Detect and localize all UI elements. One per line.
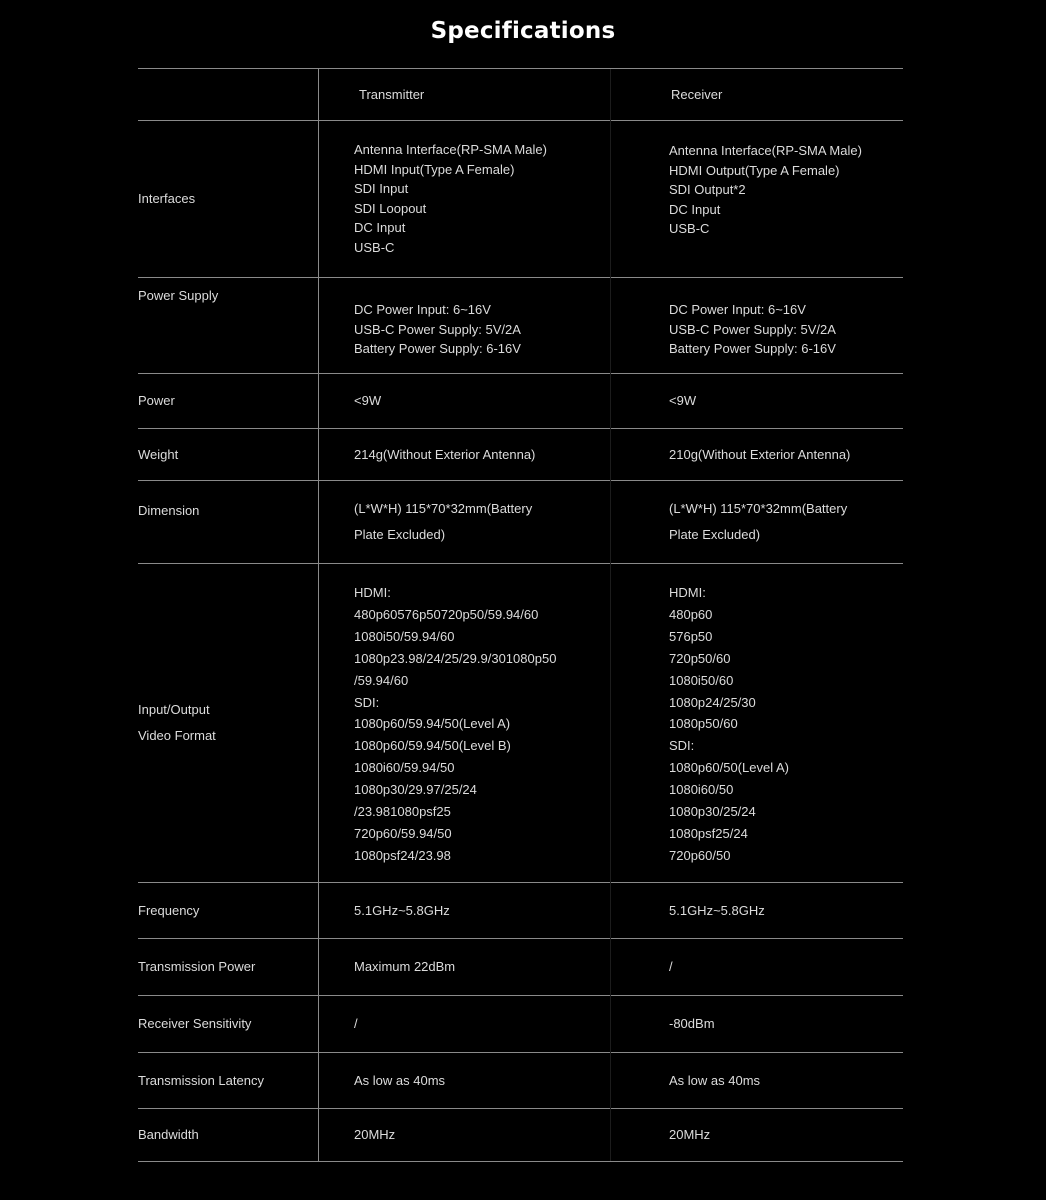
- value-line: 20MHz: [669, 1127, 711, 1143]
- receiver-cell: [611, 481, 903, 564]
- value-line: 1080i50/60: [669, 672, 734, 688]
- value-line: HDMI:: [669, 585, 706, 600]
- receiver-cell: [611, 121, 903, 278]
- value-line: As low as 40ms: [669, 1072, 761, 1088]
- value-line: Plate Excluded): [669, 527, 761, 542]
- value-line: DC Power Input: 6~16V: [669, 302, 806, 318]
- row-label: Interfaces: [138, 121, 319, 278]
- transmitter-cell: [319, 939, 611, 996]
- row-label: Frequency: [138, 883, 319, 939]
- value-line: 20MHz: [354, 1127, 396, 1143]
- value-line: 1080p60/59.94/50(Level A): [354, 716, 511, 732]
- page-title: Specifications: [430, 18, 616, 44]
- row-label: Power: [138, 374, 319, 429]
- value-line: (L*W*H) 115*70*32mm(Battery: [354, 501, 533, 516]
- header-receiver: Receiver: [611, 69, 903, 121]
- value-line: 210g(Without Exterior Antenna): [669, 446, 851, 462]
- value-line: 1080i50/59.94/60: [354, 628, 455, 644]
- value-line: HDMI Input(Type A Female): [354, 161, 515, 177]
- transmitter-cell: [319, 1109, 611, 1162]
- value-line: Plate Excluded): [354, 527, 446, 542]
- receiver-cell: [611, 1109, 903, 1162]
- value-line: SDI:: [669, 738, 695, 754]
- row-interfaces: [138, 121, 903, 278]
- row-label-line: Input/Output: [138, 702, 210, 717]
- transmitter-cell: [319, 278, 611, 374]
- row-power: [138, 374, 903, 429]
- receiver-cell: [611, 883, 903, 939]
- value-line: 5.1GHz~5.8GHz: [354, 902, 450, 918]
- value-line: -80dBm: [669, 1016, 715, 1032]
- transmitter-cell: [319, 121, 611, 278]
- transmitter-cell: [319, 996, 611, 1053]
- row-label: Power Supply: [138, 278, 319, 374]
- row-label: Weight: [138, 429, 319, 481]
- header-transmitter: Transmitter: [319, 69, 611, 121]
- value-line: As low as 40ms: [354, 1072, 446, 1088]
- value-line: 1080psf24/23.98: [354, 847, 451, 863]
- row-bandwidth: [138, 1109, 903, 1162]
- value-line: 1080p50/60: [669, 716, 738, 732]
- row-transmission-power: [138, 939, 903, 996]
- value-line: HDMI Output(Type A Female): [669, 162, 840, 178]
- table-header-row: [138, 69, 903, 121]
- value-line: 214g(Without Exterior Antenna): [354, 446, 536, 462]
- value-line: 1080p60/50(Level A): [669, 760, 789, 776]
- receiver-cell: [611, 374, 903, 429]
- receiver-cell: [611, 564, 903, 883]
- value-line: Antenna Interface(RP-SMA Male): [354, 142, 547, 157]
- receiver-cell: [611, 1053, 903, 1109]
- row-label: Transmission Latency: [138, 1053, 319, 1109]
- value-line: 1080psf25/24: [669, 825, 748, 841]
- value-line: 1080p23.98/24/25/29.9/301080p50: [354, 650, 557, 666]
- value-line: 1080p24/25/30: [669, 694, 756, 710]
- receiver-cell: [611, 996, 903, 1053]
- transmitter-cell: [319, 374, 611, 429]
- row-weight: [138, 429, 903, 481]
- value-line: SDI Output*2: [669, 182, 746, 198]
- value-line: SDI Loopout: [354, 200, 427, 216]
- value-line: <9W: [354, 393, 382, 409]
- value-line: 720p60/59.94/50: [354, 825, 452, 841]
- row-label: Dimension: [138, 481, 319, 564]
- value-line: /59.94/60: [354, 672, 409, 688]
- row-label: Receiver Sensitivity: [138, 996, 319, 1053]
- value-line: 576p50: [669, 628, 713, 644]
- value-line: 480p60576p50720p50/59.94/60: [354, 606, 539, 622]
- value-line: SDI Input: [354, 181, 409, 197]
- value-line: 1080p30/29.97/25/24: [354, 782, 477, 798]
- row-receiver-sensitivity: [138, 996, 903, 1053]
- value-line: /: [669, 959, 673, 975]
- value-line: 1080p60/59.94/50(Level B): [354, 738, 511, 754]
- value-line: DC Input: [354, 220, 406, 236]
- row-label: [138, 564, 319, 883]
- value-line: Battery Power Supply: 6-16V: [669, 341, 836, 357]
- value-line: /23.981080psf25: [354, 804, 451, 820]
- spec-table: [138, 68, 903, 1162]
- value-line: USB-C: [669, 221, 710, 237]
- value-line: 1080p30/25/24: [669, 804, 756, 820]
- row-label-line: Video Format: [138, 728, 216, 743]
- row-power-supply: [138, 278, 903, 374]
- transmitter-cell: [319, 883, 611, 939]
- value-line: (L*W*H) 115*70*32mm(Battery: [669, 501, 848, 516]
- transmitter-cell: [319, 429, 611, 481]
- value-line: USB-C Power Supply: 5V/2A: [354, 321, 521, 337]
- value-line: 5.1GHz~5.8GHz: [669, 902, 765, 918]
- row-dimension: [138, 481, 903, 564]
- value-line: DC Power Input: 6~16V: [354, 302, 491, 318]
- value-line: HDMI:: [354, 585, 391, 600]
- value-line: Maximum 22dBm: [354, 959, 456, 975]
- row-frequency: [138, 883, 903, 939]
- header-empty-cell: [138, 69, 319, 121]
- value-line: USB-C: [354, 239, 395, 255]
- row-label: Bandwidth: [138, 1109, 319, 1162]
- value-line: 1080i60/59.94/50: [354, 760, 455, 776]
- value-line: 480p60: [669, 606, 713, 622]
- value-line: SDI:: [354, 694, 380, 710]
- value-line: 1080i60/50: [669, 782, 734, 798]
- value-line: DC Input: [669, 201, 721, 217]
- receiver-cell: [611, 278, 903, 374]
- value-line: USB-C Power Supply: 5V/2A: [669, 321, 836, 337]
- value-line: /: [354, 1016, 358, 1032]
- transmitter-cell: [319, 564, 611, 883]
- value-line: <9W: [669, 393, 697, 409]
- value-line: Battery Power Supply: 6-16V: [354, 341, 521, 357]
- value-line: 720p60/50: [669, 847, 731, 863]
- row-video-format: [138, 564, 903, 883]
- receiver-cell: [611, 429, 903, 481]
- value-line: 720p50/60: [669, 650, 731, 666]
- row-transmission-latency: [138, 1053, 903, 1109]
- row-label: Transmission Power: [138, 939, 319, 996]
- transmitter-cell: [319, 481, 611, 564]
- transmitter-cell: [319, 1053, 611, 1109]
- value-line: Antenna Interface(RP-SMA Male): [669, 143, 862, 158]
- receiver-cell: [611, 939, 903, 996]
